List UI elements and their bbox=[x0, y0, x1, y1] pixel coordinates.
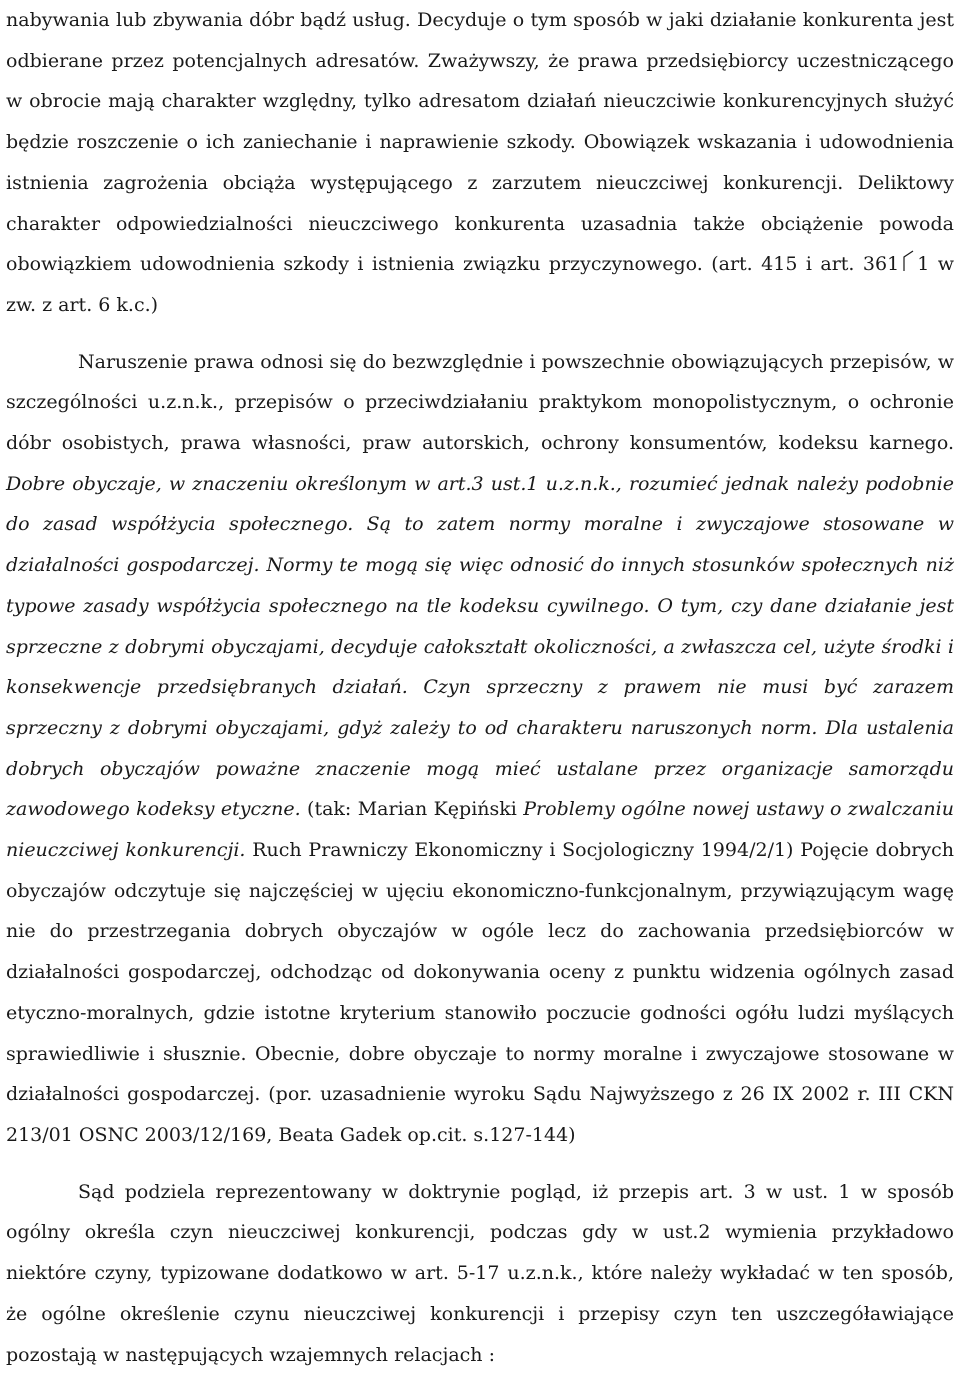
paragraph-2-citation-title: Problemy ogólne nowej ustawy o zwalczaniu nieuczciwej konkurencji. bbox=[6, 798, 954, 862]
paragraph-2-text: Naruszenie prawa odnosi się do bezwzględnie i powszechnie obowiązujących przepisów, w szczególności u.z.n.k., przepisów o przeciwdziałaniu praktykom monopolistycznym, o ochronie dóbr osobistych, prawa własności, praw autorskich, ochrony konsumentów, kodeksu karnego. bbox=[6, 350, 954, 455]
paragraph-1 bbox=[6, 0, 954, 326]
paragraph-2-text-end: Ruch Prawniczy Ekonomiczny i Socjologiczny 1994/2/1) Pojęcie dobrych obyczajów odczytuje się najczęściej w ujęciu ekonomiczno-funkcjonalnym, przywiązującym wagę nie do przestrzegania dobrych obyczajów w ogóle lecz do zachowania przedsiębiorców w działalności gospodarczej, odchodząc od dokonywania oceny z punktu widzenia ogólnych zasad etyczno-moralnych, gdzie istotne kryterium stanowiło poczucie godności ogółu ludzi myślących sprawiedliwie i słusznie. Obecnie, dobre obyczaje to normy moralne i zwyczajowe stosowane w działalności gospodarczej. (por. uzasadnienie wyroku Sądu Najwyższego z 26 IX 2002 r. III CKN 213/01 OSNC 2003/12/169, Beata Gadek op.cit. s.127-144) bbox=[6, 839, 954, 1146]
paragraph-1-text: nabywania lub zbywania dóbr bądź usług. Decyduje o tym sposób w jaki działanie konkurenta jest odbierane przez potencjalnych adresatów. Zważywszy, że prawa przedsiębiorcy uczestniczącego w obrocie mają charakter względny, tylko adresatom działań nieuczciwie konkurencyjnych służyć będzie roszczenie o ich zaniechanie i naprawienie szkody. Obowiązek wskazania i udowodnienia istnienia zagrożenia obciąża występującego z zarzutem nieuczciwej konkurencji. Deliktowy charakter odpowiedzialności nieuczciwego konkurenta uzasadnia także obciążenie powoda obowiązkiem udowodnienia szkody i istnienia związku przyczynowego. (art. 415 i art. 361 bbox=[6, 9, 954, 276]
paragraph-3-text: Sąd podziela reprezentowany w doktrynie pogląd, iż przepis art. 3 w ust. 1 w sposób ogólny określa czyn nieuczciwej konkurencji, podczas gdy w ust.2 wymienia przykładowo niektóre czyny, typizowane dodatkowo w art. 5-17 u.z.n.k., które należy wykładać w ten sposób, że ogólne określenie czynu nieuczciwej konkurencji i przepisy czyn ten uszczegóławiające pozostają w następujących wzajemnych relacjach : bbox=[6, 1180, 954, 1366]
paragraph-3 bbox=[6, 1172, 954, 1375]
paragraph-1-text-end: 1 w zw. z art. 6 k.c.) bbox=[6, 253, 954, 316]
footnote-bracket-icon bbox=[901, 250, 915, 272]
paragraph-2-italic-quote: Dobre obyczaje, w znaczeniu określonym w art.3 ust.1 u.z.n.k., rozumieć jednak należy podobnie do zasad współżycia społecznego. Są to zatem normy moralne i zwyczajowe stosowane w działalności gospodarczej. Normy te mogą się więc odnosić do innych stosunków społecznych niż typowe zasady współżycia społecznego na tle kodeksu cywilnego. O tym, czy dane działanie jest sprzeczne z dobrymi obyczajami, decyduje całokształt okoliczności, a zwłaszcza cel, użyte środki i konsekwencje przedsiębranych działań. Czyn sprzeczny z prawem nie musi być zarazem sprzeczny z dobrymi obyczajami, gdyż zależy to od charakteru naruszonych norm. Dla ustalenia dobrych obyczajów poważne znaczenie mogą mieć ustalane przez organizacje samorządu zawodowego kodeksy etyczne. bbox=[6, 472, 954, 821]
document-page bbox=[6, 0, 954, 1375]
paragraph-2 bbox=[6, 342, 954, 1156]
paragraph-2-citation: (tak: Marian Kępiński bbox=[307, 798, 517, 821]
